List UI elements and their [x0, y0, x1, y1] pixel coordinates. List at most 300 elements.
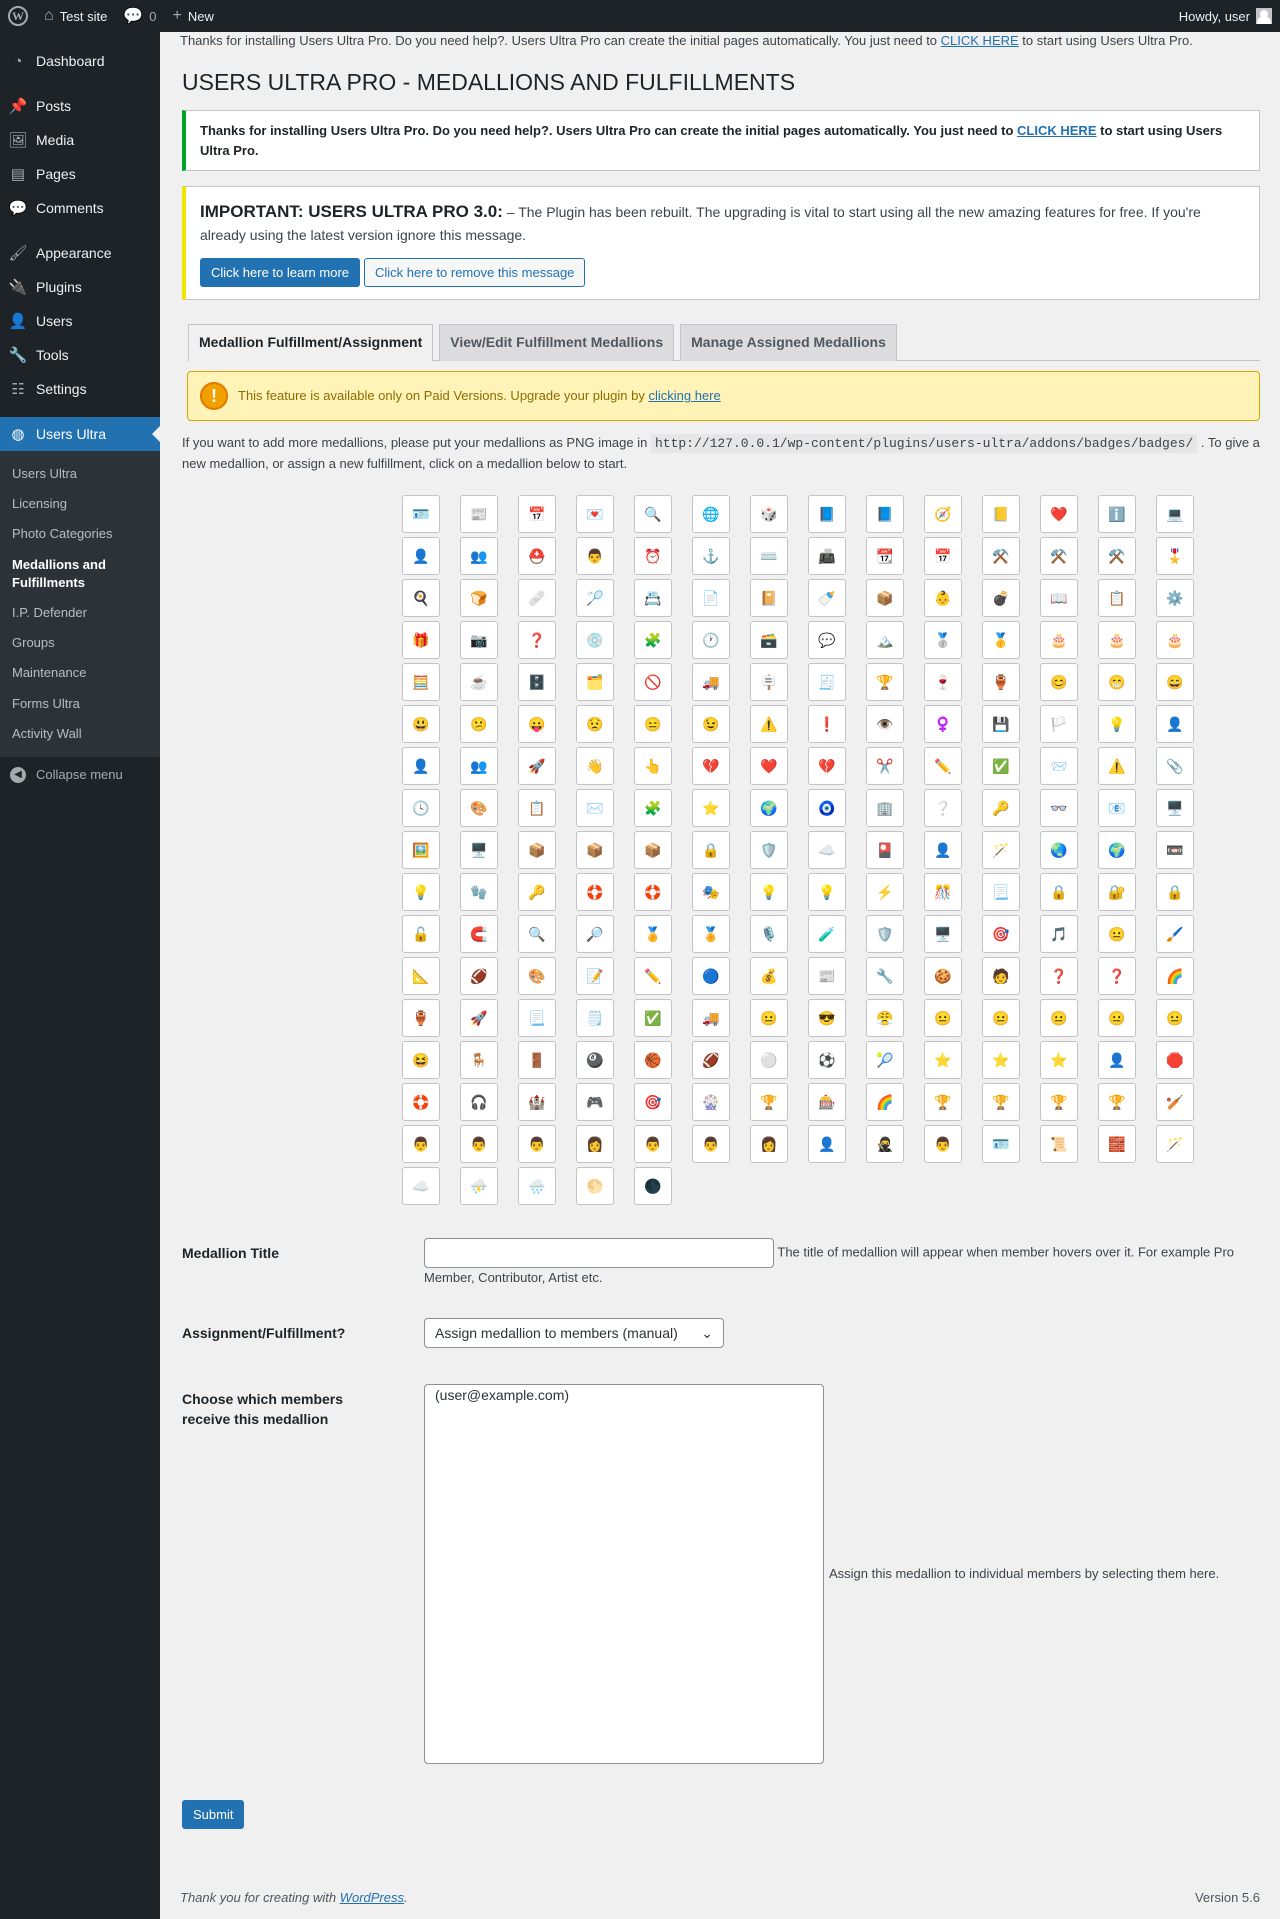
medallion-tile[interactable]: 📆 — [866, 537, 904, 575]
medallion-tile[interactable]: ⚽ — [808, 1041, 846, 1079]
medallion-tile[interactable]: 👤 — [1098, 1041, 1136, 1079]
submenu-item-medallions-and-fulfillments[interactable]: Medallions and Fulfillments — [12, 556, 106, 590]
medallion-tile[interactable]: ⭐ — [924, 1041, 962, 1079]
medallion-tile[interactable]: 😐 — [750, 999, 788, 1037]
medallion-tile[interactable]: 📐 — [402, 957, 440, 995]
medallion-tile[interactable]: 🖌️ — [1156, 915, 1194, 953]
medallion-tile[interactable]: 📋 — [518, 789, 556, 827]
medallion-tile[interactable]: ⚒️ — [1040, 537, 1078, 575]
medallion-tile[interactable]: 👤 — [402, 747, 440, 785]
submenu-item-groups[interactable]: Groups — [12, 635, 55, 651]
medallion-tile[interactable]: 🧩 — [634, 789, 672, 827]
menu-separator — [0, 78, 160, 89]
medallion-tile[interactable]: 📃 — [982, 873, 1020, 911]
medallion-tile[interactable]: 📅 — [924, 537, 962, 575]
submenu-item-i-p-defender[interactable]: I.P. Defender — [12, 604, 87, 620]
medallion-tile[interactable]: 💰 — [750, 957, 788, 995]
medallion-tile[interactable]: 📜 — [1040, 1125, 1078, 1163]
medallion-tile[interactable]: 👤 — [402, 537, 440, 575]
medallion-tile[interactable]: 📦 — [866, 579, 904, 617]
medallion-tile[interactable]: 📠 — [808, 537, 846, 575]
paid-version-notice — [187, 371, 1260, 421]
sidebar-item-appearance[interactable] — [0, 236, 160, 270]
medallion-tile[interactable]: 🎡 — [692, 1083, 730, 1121]
medallion-tile[interactable]: ☁️ — [402, 1167, 440, 1205]
medallion-tile[interactable]: 📷 — [460, 621, 498, 659]
sidebar-item-label: Dashboard — [36, 53, 105, 69]
medallion-tile[interactable]: 📒 — [982, 495, 1020, 533]
medallion-tile[interactable]: 🖥️ — [1156, 789, 1194, 827]
submenu-item-forms-ultra[interactable]: Forms Ultra — [12, 695, 80, 711]
members-multiselect[interactable] — [424, 1384, 824, 1764]
medallion-tile[interactable]: ✅ — [634, 999, 672, 1037]
medallion-tile[interactable]: 👁️ — [866, 705, 904, 743]
medallion-tile[interactable]: 🏆 — [1040, 1083, 1078, 1121]
medallion-tile[interactable]: 🛟 — [634, 873, 672, 911]
medallion-tile[interactable]: 🔵 — [692, 957, 730, 995]
medallion-tile[interactable]: 🚚 — [692, 663, 730, 701]
medallion-tile[interactable]: 💔 — [808, 747, 846, 785]
pages-icon: ▤ — [10, 166, 26, 183]
medallion-tile[interactable]: 👤 — [924, 831, 962, 869]
medallion-tile[interactable]: 😆 — [402, 1041, 440, 1079]
medallion-tile[interactable]: ✏️ — [634, 957, 672, 995]
medallion-tile[interactable]: 📰 — [460, 495, 498, 533]
medallion-tile[interactable]: 👩 — [750, 1125, 788, 1163]
sidebar-item-pages[interactable] — [0, 157, 160, 191]
medallion-tile[interactable]: ✅ — [982, 747, 1020, 785]
medallion-tile[interactable]: 👶 — [924, 579, 962, 617]
medallion-tile[interactable]: 🔒 — [1156, 873, 1194, 911]
medallion-tile[interactable]: 🌍 — [1098, 831, 1136, 869]
medallion-tile[interactable]: 🔧 — [866, 957, 904, 995]
sidebar-item-label: Users Ultra — [36, 426, 107, 442]
medallion-tile[interactable]: 💡 — [750, 873, 788, 911]
medallion-tile[interactable]: 🎲 — [750, 495, 788, 533]
medallion-tile[interactable]: 🏆 — [924, 1083, 962, 1121]
medallion-tile[interactable]: 👋 — [576, 747, 614, 785]
version-label: Version 5.6 — [1194, 1890, 1260, 1905]
medallion-tile[interactable]: 🏸 — [576, 579, 614, 617]
medallion-tile[interactable]: 🔑 — [518, 873, 556, 911]
medallion-tile[interactable]: ✂️ — [866, 747, 904, 785]
medallion-tile[interactable]: ⭐ — [1040, 1041, 1078, 1079]
medallion-tile[interactable]: 🧱 — [1098, 1125, 1136, 1163]
medallion-tile[interactable]: 🏅 — [634, 915, 672, 953]
medallion-tile[interactable]: 😐 — [924, 999, 962, 1037]
medallion-tile[interactable]: 🏰 — [518, 1083, 556, 1121]
medallion-tile[interactable]: 🍷 — [924, 663, 962, 701]
medallion-tile[interactable]: 🏀 — [634, 1041, 672, 1079]
admin-sidebar — [0, 32, 160, 1919]
medallion-title-desc: The title of medallion will appear when member hovers over it. For example Pro Member, Contributor, Artist etc. — [424, 1244, 1235, 1285]
medallion-tile[interactable]: 🥷 — [866, 1125, 904, 1163]
medallion-tile[interactable]: 🎯 — [982, 915, 1020, 953]
sidebar-item-label: Comments — [36, 200, 104, 216]
medallion-tile[interactable]: 💾 — [982, 705, 1020, 743]
medallion-tile[interactable]: 🏅 — [692, 915, 730, 953]
medallion-tile[interactable]: 📧 — [1098, 789, 1136, 827]
medallion-tile[interactable]: 🚪 — [518, 1041, 556, 1079]
medallion-tile[interactable]: 👓 — [1040, 789, 1078, 827]
medallion-tile[interactable]: ✉️ — [576, 789, 614, 827]
notice-suffix: to start using Users Ultra Pro. — [200, 123, 1223, 158]
comments-menu[interactable] — [115, 0, 164, 32]
medallion-tile[interactable]: 😐 — [982, 999, 1020, 1037]
medallion-tile[interactable]: 🧲 — [460, 915, 498, 953]
medallion-tile[interactable]: ⚒️ — [982, 537, 1020, 575]
medallion-tile[interactable]: 🪄 — [1156, 1125, 1194, 1163]
chevron-down-icon: ⌄ — [701, 1324, 713, 1341]
medallion-tile[interactable]: 🌍 — [750, 789, 788, 827]
medallion-tile[interactable]: 🎂 — [1098, 621, 1136, 659]
medallion-tile[interactable]: ☁️ — [808, 831, 846, 869]
notice-click-here-link[interactable]: CLICK HERE — [1017, 123, 1097, 138]
medallion-tile[interactable]: 🪄 — [982, 831, 1020, 869]
medallion-tile[interactable]: 🖥️ — [924, 915, 962, 953]
assignment-label: Assignment/Fulfillment? — [182, 1325, 346, 1341]
medallion-tile[interactable]: ℹ️ — [1098, 495, 1136, 533]
medallion-tile[interactable]: ⭐ — [982, 1041, 1020, 1079]
medallion-tile[interactable]: 😉 — [692, 705, 730, 743]
medallion-tile[interactable]: 😟 — [576, 705, 614, 743]
home-icon: ⌂ — [44, 7, 54, 24]
remove-message-button[interactable]: Click here to remove this message — [364, 258, 585, 287]
submenu-item-users-ultra[interactable]: Users Ultra — [12, 466, 78, 481]
medallion-tile[interactable]: ❔ — [924, 789, 962, 827]
submenu-item-activity-wall[interactable]: Activity Wall — [12, 725, 82, 741]
wordpress-logo-menu[interactable] — [0, 0, 36, 32]
medallion-tile[interactable]: 🔐 — [1098, 873, 1136, 911]
medallion-tile[interactable]: 🏆 — [1098, 1083, 1136, 1121]
medallion-tile[interactable]: 🖥️ — [460, 831, 498, 869]
medallion-tile[interactable]: 👥 — [460, 537, 498, 575]
collapse-label: Collapse menu — [36, 767, 123, 783]
medallion-tile[interactable]: 🔒 — [1040, 873, 1078, 911]
medallion-tile[interactable]: ⚪ — [750, 1041, 788, 1079]
wordpress-link[interactable]: WordPress — [339, 1890, 404, 1905]
medallion-tile[interactable]: 🍼 — [808, 579, 846, 617]
medallion-tile[interactable]: 🌈 — [1156, 957, 1194, 995]
medallion-tile[interactable]: ⛈️ — [460, 1167, 498, 1205]
medallion-tile[interactable]: 🪪 — [982, 1125, 1020, 1163]
medallion-tile[interactable]: 📘 — [808, 495, 846, 533]
medallion-tile[interactable]: 👨 — [460, 1125, 498, 1163]
medallion-tile[interactable]: 🏢 — [866, 789, 904, 827]
medallion-tile[interactable]: 📋 — [1098, 579, 1136, 617]
medallion-tile[interactable]: 🪧 — [750, 663, 788, 701]
medallion-tile[interactable]: ❓ — [1040, 957, 1078, 995]
medallion-tile[interactable]: 🎨 — [460, 789, 498, 827]
medallion-tile[interactable]: 🏈 — [692, 1041, 730, 1079]
important-notice — [182, 186, 1260, 300]
learn-more-button[interactable]: Click here to learn more — [200, 258, 360, 287]
medallion-tile[interactable]: 💣 — [982, 579, 1020, 617]
medallion-tile[interactable]: 🎁 — [402, 621, 440, 659]
admin-bar — [0, 0, 1280, 32]
gauge-icon: ◔ — [13, 52, 23, 70]
medallion-tile[interactable]: 👨 — [692, 1125, 730, 1163]
my-account-menu[interactable] — [1179, 8, 1280, 24]
medallion-tile[interactable]: 🏳️ — [1040, 705, 1078, 743]
medallion-tile[interactable]: 🎯 — [634, 1083, 672, 1121]
medallion-tile[interactable]: ♀️ — [924, 705, 962, 743]
medallion-tile[interactable]: ⌨️ — [750, 537, 788, 575]
medallion-tile[interactable]: 🛡️ — [866, 915, 904, 953]
medallion-title-input[interactable] — [424, 1238, 774, 1268]
medallion-tile[interactable]: 😁 — [1098, 663, 1136, 701]
medallion-tile[interactable]: ❓ — [1098, 957, 1136, 995]
medallion-tile[interactable]: 🔍 — [518, 915, 556, 953]
medallion-tile[interactable]: 🥇 — [982, 621, 1020, 659]
medallion-tile[interactable]: 🧮 — [402, 663, 440, 701]
medallion-tile[interactable]: 💡 — [1098, 705, 1136, 743]
medallion-tile[interactable]: 😑 — [634, 705, 672, 743]
medallion-tile[interactable]: 🔍 — [634, 495, 672, 533]
top-install-note — [160, 32, 1280, 49]
medallion-tile[interactable]: 🍞 — [460, 579, 498, 617]
medallion-tile[interactable]: 😛 — [518, 705, 556, 743]
submenu-item-photo-categories[interactable]: Photo Categories — [12, 526, 113, 542]
medallion-tile[interactable]: 🏺 — [402, 999, 440, 1037]
medallion-tile[interactable]: 📦 — [518, 831, 556, 869]
medallion-tile[interactable]: 🏏 — [1156, 1083, 1194, 1121]
medallion-tile[interactable]: 🎭 — [692, 873, 730, 911]
medallion-tile[interactable]: 😕 — [460, 705, 498, 743]
medallion-tile[interactable]: 🍪 — [924, 957, 962, 995]
medallion-tile[interactable]: 🏔️ — [866, 621, 904, 659]
medallion-tile[interactable]: 🗃️ — [750, 621, 788, 659]
medallion-tile[interactable]: ❤️ — [750, 747, 788, 785]
medallion-tile[interactable]: 🎧 — [460, 1083, 498, 1121]
medallion-tile[interactable]: ❓ — [518, 621, 556, 659]
medallion-tile[interactable]: 🔑 — [982, 789, 1020, 827]
medallion-tile[interactable]: 😤 — [866, 999, 904, 1037]
medallion-tile[interactable]: 🌧️ — [518, 1167, 556, 1205]
medallion-tile[interactable]: ⭐ — [692, 789, 730, 827]
new-content-menu[interactable] — [165, 0, 222, 32]
medallion-tile[interactable]: ☕ — [460, 663, 498, 701]
medallion-tile[interactable]: 📘 — [866, 495, 904, 533]
medallion-tile[interactable]: 😎 — [808, 999, 846, 1037]
medallion-tile[interactable]: 📔 — [750, 579, 788, 617]
medallion-tile[interactable]: 📦 — [576, 831, 614, 869]
medallion-tile[interactable]: 🎂 — [1156, 621, 1194, 659]
medallion-tile[interactable]: ✏️ — [924, 747, 962, 785]
medallion-tile[interactable]: ⚡ — [866, 873, 904, 911]
medallion-tile[interactable]: 👤 — [808, 1125, 846, 1163]
medallion-tile[interactable]: 🎙️ — [750, 915, 788, 953]
medallion-tile[interactable]: 🛟 — [576, 873, 614, 911]
medallion-tile[interactable]: 💻 — [1156, 495, 1194, 533]
collapse-menu-button[interactable] — [0, 757, 160, 783]
medallion-tile[interactable]: 🥈 — [924, 621, 962, 659]
medallion-tile[interactable]: 😐 — [1098, 915, 1136, 953]
medallion-tile[interactable]: 💌 — [576, 495, 614, 533]
medallion-tile[interactable]: 🎨 — [518, 957, 556, 995]
sidebar-item-users-ultra[interactable] — [0, 417, 160, 451]
medallion-tile[interactable]: 🩹 — [518, 579, 556, 617]
medallion-tile[interactable]: 🗒️ — [576, 999, 614, 1037]
medallion-tile[interactable]: 🧤 — [460, 873, 498, 911]
medallion-tile[interactable]: 🎊 — [924, 873, 962, 911]
medallion-tile[interactable]: 🚀 — [518, 747, 556, 785]
medallion-tile[interactable]: 🧭 — [924, 495, 962, 533]
medallion-tile[interactable]: 🎂 — [1040, 621, 1078, 659]
medallion-tile[interactable]: ⛑️ — [518, 537, 556, 575]
medallion-tile[interactable]: 👆 — [634, 747, 672, 785]
medallion-tile[interactable]: 👨 — [634, 1125, 672, 1163]
medallion-tile[interactable]: 👤 — [1156, 705, 1194, 743]
medallion-tile[interactable]: 🔓 — [402, 915, 440, 953]
medallion-tile[interactable]: ⚒️ — [1098, 537, 1136, 575]
medallion-tile[interactable]: 🎱 — [576, 1041, 614, 1079]
medallion-tile[interactable]: 💿 — [576, 621, 614, 659]
medallion-tile[interactable]: 😐 — [1040, 999, 1078, 1037]
top-note-click-here-link[interactable]: CLICK HERE — [940, 33, 1019, 48]
medallion-tile[interactable]: 📃 — [518, 999, 556, 1037]
sidebar-item-settings[interactable] — [0, 372, 160, 406]
users-ultra-submenu — [0, 451, 160, 757]
medallion-tile[interactable]: 🎾 — [866, 1041, 904, 1079]
medallion-tile[interactable]: ❤️ — [1040, 495, 1078, 533]
assignment-select[interactable] — [424, 1318, 724, 1348]
medallion-tile[interactable]: ⏰ — [634, 537, 672, 575]
medallion-tile[interactable]: 👩 — [576, 1125, 614, 1163]
medallion-tile[interactable]: 👨 — [402, 1125, 440, 1163]
tab-manage-assigned[interactable]: Manage Assigned Medallions — [680, 324, 897, 361]
medallion-tile[interactable]: 📇 — [634, 579, 672, 617]
medallion-tile[interactable]: 🚚 — [692, 999, 730, 1037]
medallion-tile[interactable]: 🌐 — [692, 495, 730, 533]
medallion-tile[interactable]: 💬 — [808, 621, 846, 659]
sidebar-item-media[interactable] — [0, 123, 160, 157]
medallion-tile[interactable]: 🔒 — [692, 831, 730, 869]
medallion-tile[interactable]: 📦 — [634, 831, 672, 869]
medallion-tile[interactable]: 🌑 — [634, 1167, 672, 1205]
sidebar-item-comments[interactable] — [0, 191, 160, 225]
medallion-tile[interactable]: ⚙️ — [1156, 579, 1194, 617]
medallion-tile[interactable]: ❗ — [808, 705, 846, 743]
tab-view-edit-medallions[interactable]: View/Edit Fulfillment Medallions — [439, 324, 674, 361]
medallion-tile[interactable]: 🧩 — [634, 621, 672, 659]
upgrade-link[interactable]: clicking here — [648, 388, 721, 403]
member-option[interactable]: (user@example.com) — [435, 1387, 570, 1403]
sidebar-item-posts[interactable] — [0, 89, 160, 123]
medallion-tile[interactable]: 🕐 — [692, 621, 730, 659]
medallion-tile[interactable]: 🚀 — [460, 999, 498, 1037]
medallion-tile[interactable]: 🖼️ — [402, 831, 440, 869]
medallion-tile[interactable]: 👨 — [924, 1125, 962, 1163]
sidebar-item-tools[interactable] — [0, 338, 160, 372]
medallion-tile[interactable]: 🧪 — [808, 915, 846, 953]
sidebar-item-dashboard[interactable] — [0, 44, 160, 78]
medallion-tile[interactable]: 🚫 — [634, 663, 672, 701]
medallion-tile[interactable]: 📼 — [1156, 831, 1194, 869]
footer-thanks: Thank you for creating with — [180, 1890, 340, 1905]
medallion-tile[interactable]: 🎰 — [808, 1083, 846, 1121]
medallion-tabs — [188, 324, 1260, 361]
medallion-tile[interactable]: 🌈 — [866, 1083, 904, 1121]
medallion-tile[interactable]: 📄 — [692, 579, 730, 617]
medallion-tile[interactable]: ⚠️ — [750, 705, 788, 743]
site-name-menu[interactable] — [36, 0, 115, 32]
medallion-tile[interactable]: 📨 — [1040, 747, 1078, 785]
medallion-tile[interactable]: ⚠️ — [1098, 747, 1136, 785]
medallion-tile[interactable]: ⚓ — [692, 537, 730, 575]
medallion-tile[interactable]: 😊 — [1040, 663, 1078, 701]
medallion-tile[interactable]: 😐 — [1098, 999, 1136, 1037]
howdy-label: Howdy, user — [1178, 8, 1250, 24]
medallion-tile[interactable]: 📅 — [518, 495, 556, 533]
medallion-tile[interactable]: 🧾 — [808, 663, 846, 701]
important-lead: IMPORTANT: USERS ULTRA PRO 3.0: — [200, 202, 503, 221]
medallion-tile[interactable]: 🧑 — [982, 957, 1020, 995]
medallion-tile[interactable]: 🔎 — [576, 915, 614, 953]
tab-fulfillment-assignment[interactable]: Medallion Fulfillment/Assignment — [188, 324, 433, 362]
submit-button[interactable]: Submit — [182, 1800, 244, 1829]
submenu-item-licensing[interactable]: Licensing — [12, 496, 67, 512]
medallion-tile[interactable]: 🏆 — [750, 1083, 788, 1121]
submenu-item-maintenance[interactable]: Maintenance — [12, 665, 87, 681]
medallion-tile[interactable]: 😃 — [402, 705, 440, 743]
sidebar-item-label: Users — [36, 313, 73, 329]
warning-icon: ! — [200, 382, 228, 410]
medallion-tile[interactable]: 🎴 — [866, 831, 904, 869]
medallion-tile[interactable]: 👥 — [460, 747, 498, 785]
medallion-tile[interactable]: 💡 — [808, 873, 846, 911]
top-note-suffix: to start using Users Ultra Pro. — [1018, 33, 1193, 48]
medallion-tile[interactable]: 🕓 — [402, 789, 440, 827]
medallion-tile[interactable]: 🌏 — [1040, 831, 1078, 869]
medallion-tile[interactable]: 🎮 — [576, 1083, 614, 1121]
medallion-tile[interactable]: 🗄️ — [518, 663, 556, 701]
medallion-tile[interactable]: 😄 — [1156, 663, 1194, 701]
medallion-tile[interactable]: 🍳 — [402, 579, 440, 617]
medallion-tile[interactable]: 🛟 — [402, 1083, 440, 1121]
sidebar-item-plugins[interactable] — [0, 270, 160, 304]
medallion-tile[interactable]: 📖 — [1040, 579, 1078, 617]
medallion-tile[interactable]: 👨 — [518, 1125, 556, 1163]
medallion-tile[interactable]: 🛑 — [1156, 1041, 1194, 1079]
medallion-tile[interactable]: 🏈 — [460, 957, 498, 995]
sidebar-item-label: Settings — [36, 381, 87, 397]
medallion-tile[interactable]: 🛡️ — [750, 831, 788, 869]
medallion-tile[interactable]: 📝 — [576, 957, 614, 995]
medallion-tile[interactable]: 🎵 — [1040, 915, 1078, 953]
sliders-icon: ☷ — [11, 381, 25, 398]
medallion-tile[interactable]: 🏆 — [982, 1083, 1020, 1121]
footer-suffix: . — [404, 1890, 408, 1905]
medallion-tile[interactable]: 📎 — [1156, 747, 1194, 785]
medallion-tile[interactable]: 💡 — [402, 873, 440, 911]
medallion-tile[interactable]: 🎖️ — [1156, 537, 1194, 575]
medallion-tile[interactable]: 🌕 — [576, 1167, 614, 1205]
medallion-tile[interactable]: 🗂️ — [576, 663, 614, 701]
medallion-tile[interactable]: 💔 — [692, 747, 730, 785]
medallion-tile[interactable]: 🧿 — [808, 789, 846, 827]
medallion-tile[interactable]: 🏆 — [866, 663, 904, 701]
medallion-tile[interactable]: 😐 — [1156, 999, 1194, 1037]
medallion-tile[interactable]: 👨 — [576, 537, 614, 575]
comment-icon: 💬 — [123, 8, 144, 25]
medallion-tile[interactable]: 📰 — [808, 957, 846, 995]
sidebar-item-users[interactable] — [0, 304, 160, 338]
medallion-tile[interactable]: 🪑 — [460, 1041, 498, 1079]
medallion-tile[interactable]: 🪪 — [402, 495, 440, 533]
medallion-tile[interactable]: 🏺 — [982, 663, 1020, 701]
plus-icon: + — [172, 7, 182, 24]
